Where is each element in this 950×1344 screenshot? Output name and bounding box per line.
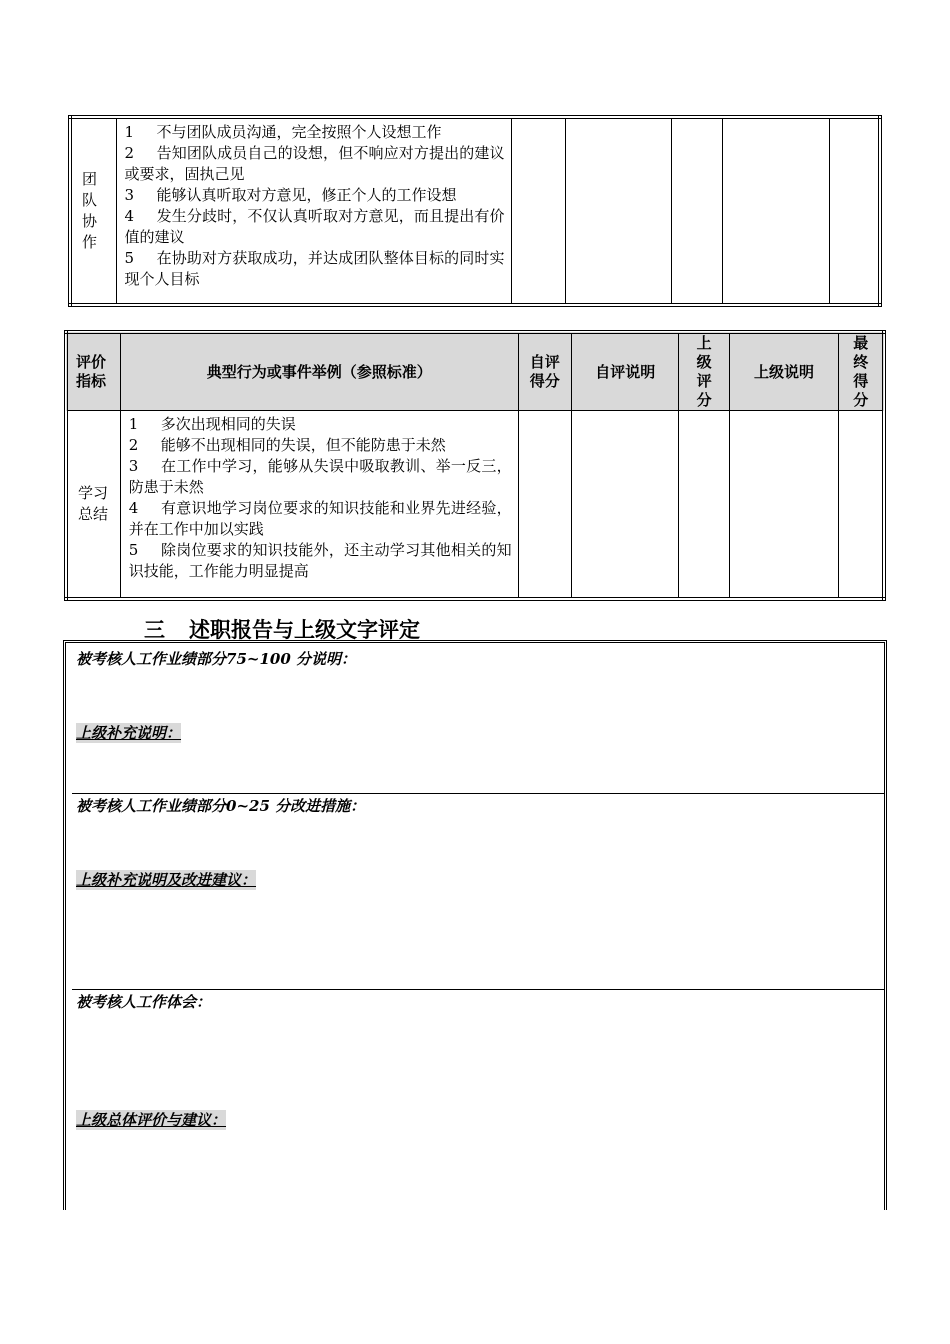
learning-self-score[interactable] [518,411,571,600]
learning-self-note[interactable] [571,411,679,600]
criteria-item [125,206,505,248]
header-examples: 典型行为或事件举例（参照标准） [120,332,518,411]
learning-sup-note[interactable] [729,411,839,600]
learning-indicator-cell [66,411,120,600]
criteria-item [125,143,505,185]
learning-examples-cell [120,411,518,600]
criteria-item-number: 1 [124,123,135,141]
criteria-item-text: 在协助对方获取成功，并达成团队整体目标的同时实现个人目标 [124,249,505,288]
block-performance-low[interactable] [72,793,884,991]
teamwork-label: 团队协作 [82,170,98,251]
block-performance-high[interactable] [72,649,884,795]
teamwork-sup-score[interactable] [671,117,722,305]
section-title-text: 述职报告与上级文字评定 [189,617,420,642]
teamwork-sup-note[interactable] [722,117,829,305]
criteria-item-text: 告知团队成员自己的设想，但不响应对方提出的建议或要求，固执己见 [124,144,505,183]
header-sup-score: 上级评分 [679,332,729,411]
header-final-score: 最终得分 [839,332,884,411]
teamwork-indicator-cell [70,117,116,305]
learning-final-score[interactable] [839,411,884,600]
criteria-item-number: 2 [124,144,135,162]
criteria-item [129,414,512,435]
header-self-note: 自评说明 [571,332,679,411]
learning-sup-score[interactable] [679,411,729,600]
teamwork-self-score[interactable] [511,117,565,305]
criteria-item-text: 有意识地学习岗位要求的知识技能和业界先进经验，并在工作中加以实践 [128,499,512,538]
criteria-item-number: 4 [128,499,139,517]
criteria-item-number: 5 [128,541,139,559]
learning-label: 学习总结 [78,484,109,523]
learning-items [121,411,518,582]
criteria-item-number: 3 [124,186,135,204]
table-header-row [66,332,884,411]
criteria-item-text: 发生分歧时，不仅认真听取对方意见，而且提出有价值的建议 [124,207,505,246]
block-performance-low-supervisor-label: 上级补充说明及改进建议： [76,871,257,889]
criteria-item-number: 1 [128,415,139,433]
block-work-experience-label: 被考核人工作体会： [76,993,212,1011]
block-work-experience-supervisor-label: 上级总体评价与建议： [76,1111,227,1129]
teamwork-self-note[interactable] [565,117,671,305]
criteria-item-number: 4 [124,207,135,225]
block-performance-high-label: 被考核人工作业绩部分75~100 分说明： [76,650,356,668]
criteria-item-text: 能够不出现相同的失误，但不能防患于未然 [160,436,446,454]
criteria-item-text: 不与团队成员沟通，完全按照个人设想工作 [156,123,442,141]
criteria-item [125,185,505,206]
teamwork-final-score[interactable] [829,117,880,305]
section-number: 三 [144,617,165,642]
criteria-item [129,540,512,582]
criteria-item [129,498,512,540]
criteria-item-text: 能够认真听取对方意见，修正个人的工作设想 [156,186,457,204]
block-work-experience[interactable] [72,989,884,1213]
criteria-item-text: 除岗位要求的知识技能外，还主动学习其他相关的知识技能，工作能力明显提高 [128,541,512,580]
criteria-item [129,456,512,498]
criteria-item [125,122,505,143]
teamwork-items [117,119,511,290]
criteria-item-text: 多次出现相同的失误 [160,415,296,433]
report-form [63,640,887,1210]
block-performance-low-label: 被考核人工作业绩部分0~25 分改进措施： [76,797,366,815]
criteria-item-text: 在工作中学习，能够从失误中吸取教训、举一反三，防患于未然 [128,457,512,496]
learning-table [64,330,886,601]
teamwork-table [68,115,882,307]
header-sup-note: 上级说明 [729,332,839,411]
criteria-item-number: 3 [128,457,139,475]
criteria-item [125,248,505,290]
teamwork-examples-cell [116,117,511,305]
block-performance-high-supervisor-label: 上级补充说明： [76,724,182,742]
criteria-item-number: 5 [124,249,135,267]
criteria-item [129,435,512,456]
header-self-score: 自评得分 [518,332,571,411]
criteria-item-number: 2 [128,436,139,454]
header-indicator: 评价指标 [66,332,120,411]
